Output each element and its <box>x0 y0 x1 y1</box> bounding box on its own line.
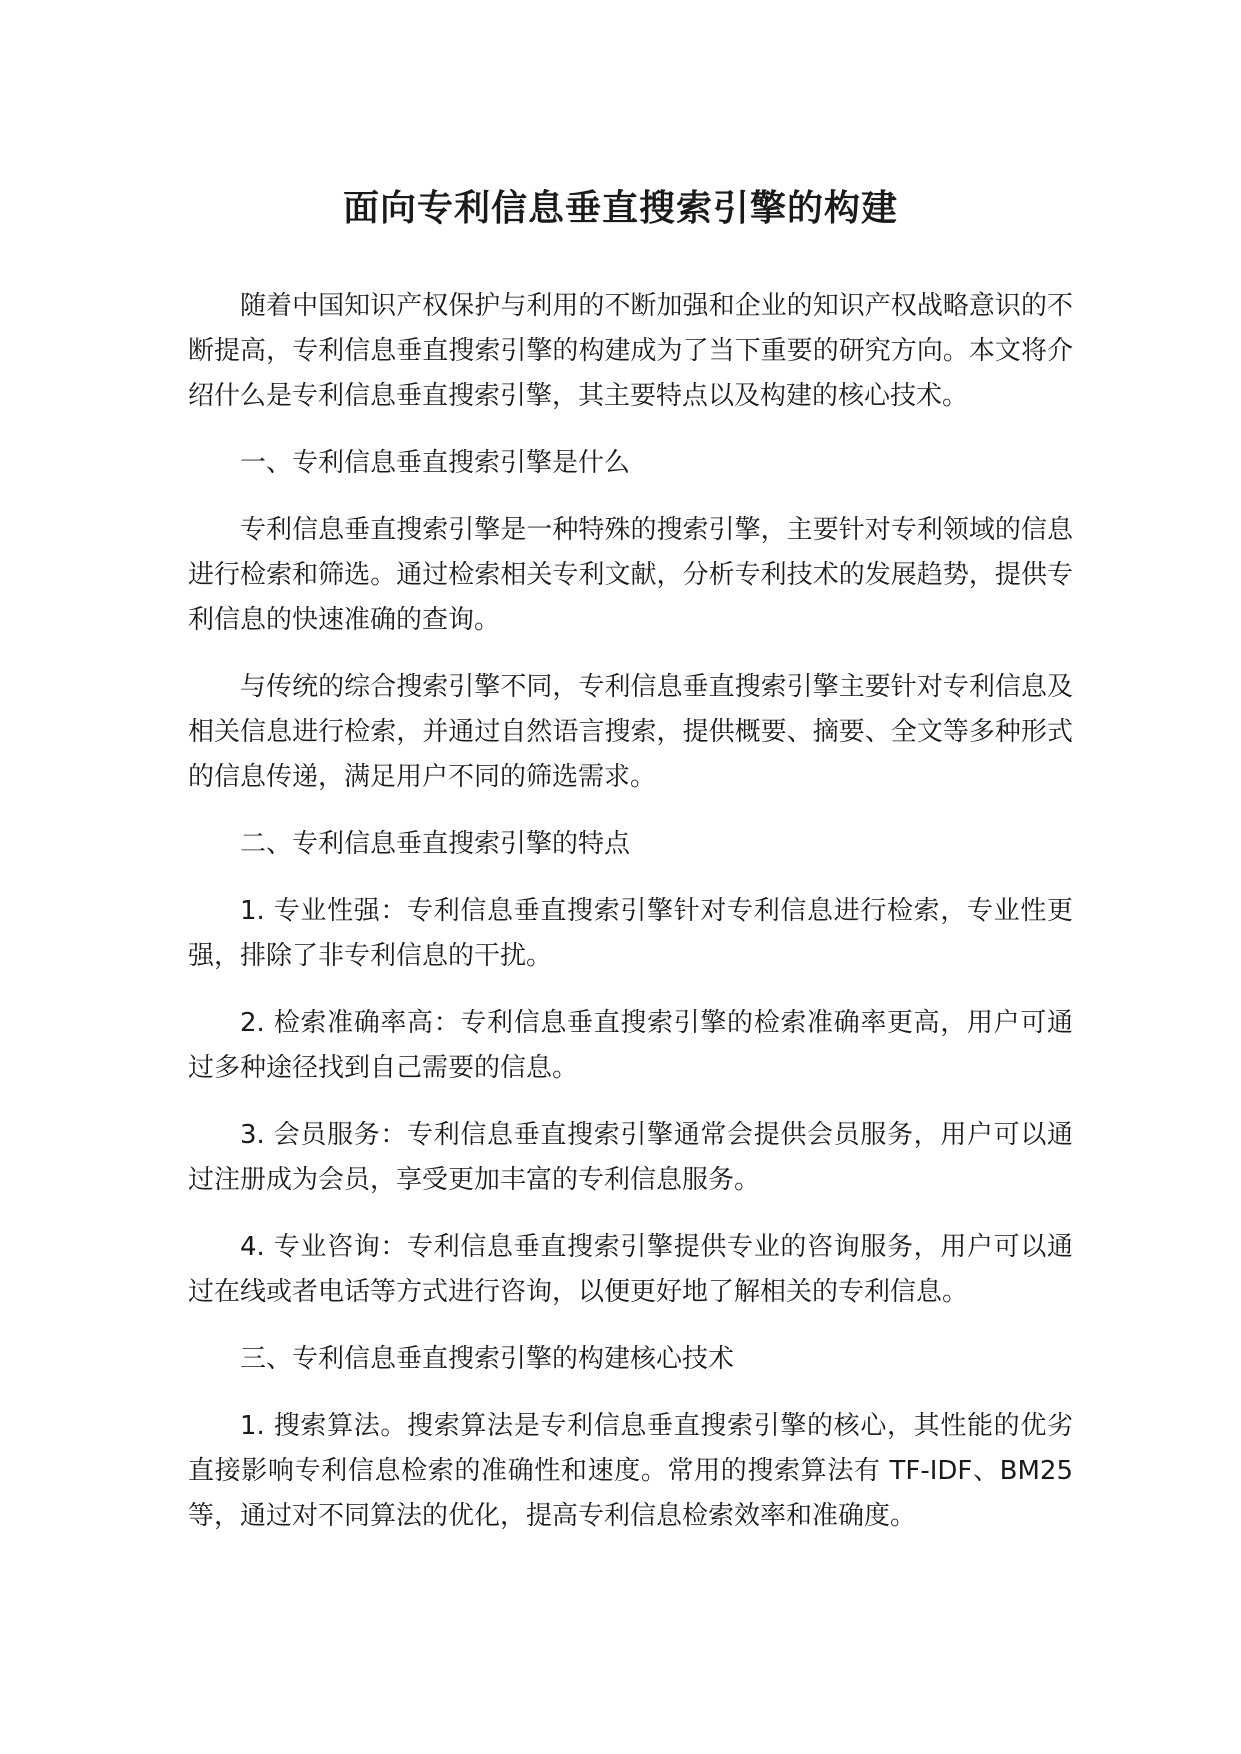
technique-item-1: 1. 搜索算法。搜索算法是专利信息垂直搜索引擎的核心，其性能的优劣直接影响专利信息检索的准确性和速度。常用的搜索算法有 TF-IDF、BM25 等，通过对不同算法的优化，提高专利信息检索效率和准确度。 <box>188 1411 1073 1531</box>
section-heading-3: 三、专利信息垂直搜索引擎的构建核心技术 <box>240 1344 735 1374</box>
section-1-paragraph-1: 专利信息垂直搜索引擎是一种特殊的搜索引擎，主要针对专利领域的信息进行检索和筛选。通过检索相关专利文献，分析专利技术的发展趋势，提供专利信息的快速准确的查询。 <box>188 515 1073 635</box>
section-heading-2: 二、专利信息垂直搜索引擎的特点 <box>240 829 631 859</box>
feature-item-2: 2. 检索准确率高：专利信息垂直搜索引擎的检索准确率更高，用户可通过多种途径找到自己需要的信息。 <box>188 1008 1073 1083</box>
feature-item-3: 3. 会员服务：专利信息垂直搜索引擎通常会提供会员服务，用户可以通过注册成为会员，享受更加丰富的专利信息服务。 <box>188 1120 1073 1195</box>
feature-item-4: 4. 专业咨询：专利信息垂直搜索引擎提供专业的咨询服务，用户可以通过在线或者电话等方式进行咨询，以便更好地了解相关的专利信息。 <box>188 1232 1073 1307</box>
section-heading-1: 一、专利信息垂直搜索引擎是什么 <box>240 448 631 478</box>
intro-paragraph: 随着中国知识产权保护与利用的不断加强和企业的知识产权战略意识的不断提高，专利信息垂直搜索引擎的构建成为了当下重要的研究方向。本文将介绍什么是专利信息垂直搜索引擎，其主要特点以及构建的核心技术。 <box>188 291 1073 411</box>
section-1-paragraph-2: 与传统的综合搜索引擎不同，专利信息垂直搜索引擎主要针对专利信息及相关信息进行检索，并通过自然语言搜索，提供概要、摘要、全文等多种形式的信息传递，满足用户不同的筛选需求。 <box>188 672 1073 792</box>
document-title: 面向专利信息垂直搜索引擎的构建 <box>342 188 898 229</box>
document-body <box>188 284 1073 1561</box>
feature-item-1: 1. 专业性强：专利信息垂直搜索引擎针对专利信息进行检索，专业性更强，排除了非专利信息的干扰。 <box>188 896 1073 971</box>
